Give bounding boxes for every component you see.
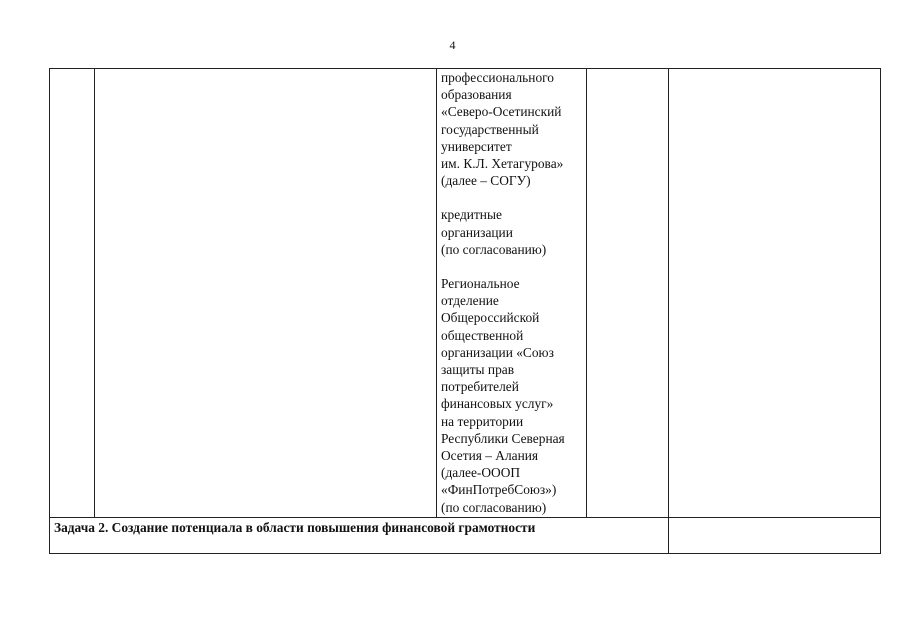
responsible-list xyxy=(441,69,584,516)
responsible-org-block xyxy=(441,275,584,516)
responsible-org-line: Республики Северная xyxy=(441,430,565,446)
responsible-cell xyxy=(437,69,587,518)
responsible-org-line: на территории xyxy=(441,413,524,429)
measures-table xyxy=(49,68,881,554)
responsible-org-block xyxy=(441,69,584,189)
responsible-org-line: (далее – СОГУ) xyxy=(441,173,531,189)
table-row xyxy=(50,69,881,518)
responsible-org-line: «Северо-Осетинский xyxy=(441,104,562,120)
responsible-org-line: (по согласованию) xyxy=(441,499,547,515)
responsible-org-line: (по согласованию) xyxy=(441,241,547,257)
responsible-org-line: Осетия – Алания xyxy=(441,448,539,464)
result-cell xyxy=(669,69,881,518)
responsible-org-block xyxy=(441,206,584,258)
responsible-org-line: кредитные xyxy=(441,207,502,223)
task-row xyxy=(50,518,881,554)
responsible-org-line: Общероссийской xyxy=(441,310,540,326)
responsible-org-line: потребителей xyxy=(441,379,519,395)
responsible-org-line: профессионального xyxy=(441,70,554,85)
task-result-cell xyxy=(669,518,881,554)
responsible-org-line: образования xyxy=(441,87,512,103)
page-number: 4 xyxy=(449,38,456,52)
responsible-org-line: отделение xyxy=(441,293,499,309)
task-heading: Задача 2. Создание потенциала в области повышения финансовой грамотности xyxy=(50,518,669,554)
number-cell xyxy=(50,69,95,518)
responsible-org-line: общественной xyxy=(441,327,524,343)
responsible-org-line: Региональное xyxy=(441,276,520,292)
measure-cell xyxy=(95,69,437,518)
responsible-org-line: (далее-ОООП xyxy=(441,465,521,481)
responsible-org-line: финансовых услуг» xyxy=(441,396,554,412)
deadline-cell xyxy=(587,69,669,518)
responsible-org-line: им. К.Л. Хетагурова» xyxy=(441,156,564,172)
responsible-org-line: организации «Союз xyxy=(441,344,554,360)
responsible-org-line: «ФинПотребСоюз») xyxy=(441,482,557,498)
responsible-org-line: государственный xyxy=(441,121,539,137)
responsible-org-line: защиты прав xyxy=(441,362,515,378)
responsible-org-line: организации xyxy=(441,224,513,240)
responsible-org-line: университет xyxy=(441,138,512,154)
